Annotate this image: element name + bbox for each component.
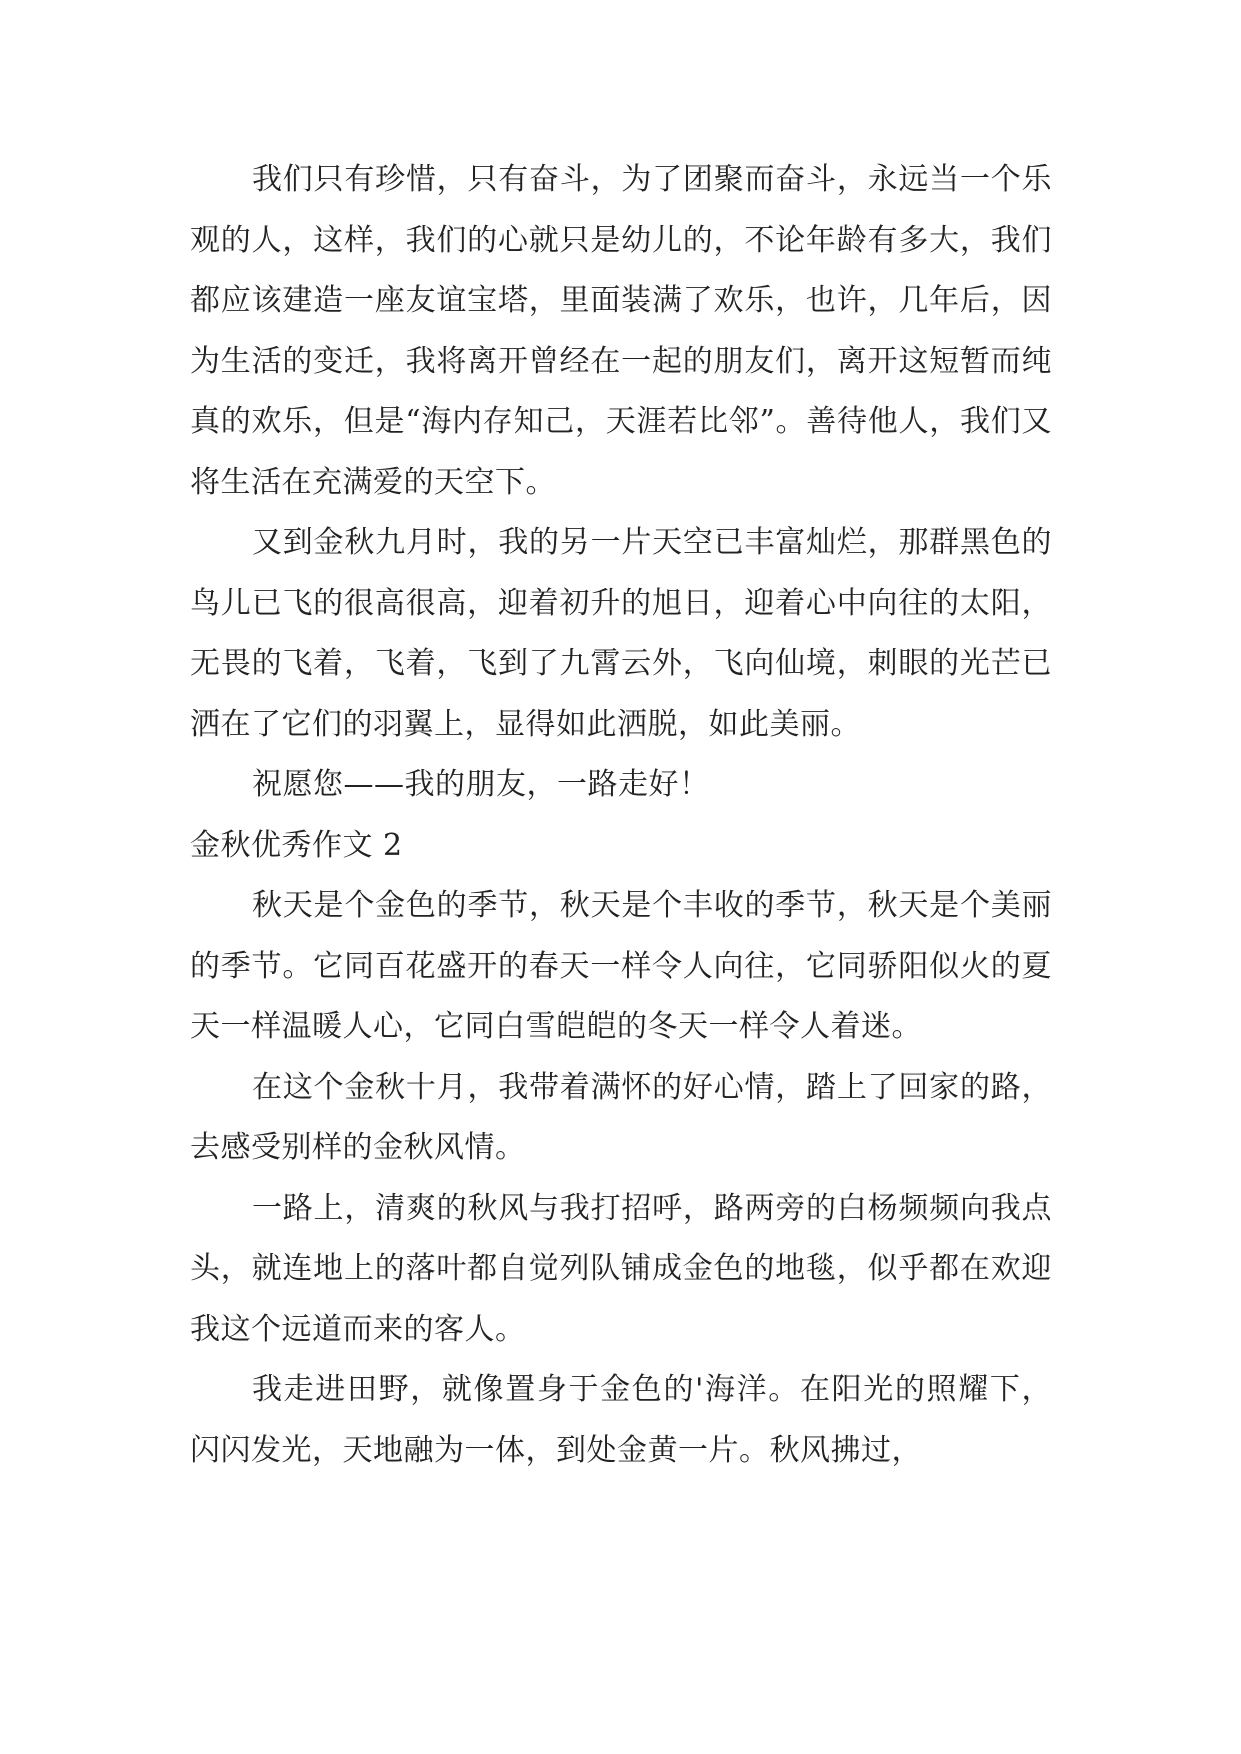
paragraph-cherish-friendship: 我们只有珍惜，只有奋斗，为了团聚而奋斗，永远当一个乐观的人，这样，我们的心就只是幼儿的，不论年龄有多大，我们都应该建造一座友谊宝塔，里面装满了欢乐，也许，几年后，因为生活的变迁，我将离开曾经在一起的朋友们，离开这短暂而纯真的欢乐，但是“海内存知己，天涯若比邻”。善待他人，我们又将生活在充满爱的天空下。 (190, 162, 1052, 500)
paragraph-going-home: 在这个金秋十月，我带着满怀的好心情，踏上了回家的路，去感受别样的金秋风情。 (190, 1069, 1052, 1165)
paragraph-on-the-road: 一路上，清爽的秋风与我打招呼，路两旁的白杨频频向我点头，就连地上的落叶都自觉列队铺成金色的地毯，似乎都在欢迎我这个远道而来的客人。 (190, 1190, 1052, 1347)
section-title: 金秋优秀作文 2 (190, 827, 403, 863)
paragraph-autumn-season: 秋天是个金色的季节，秋天是个丰收的季节，秋天是个美丽的季节。它同百花盛开的春天一样令人向往，它同骄阳似火的夏天一样温暖人心，它同白雪皑皑的冬天一样令人着迷。 (190, 888, 1052, 1044)
document-body (190, 150, 1052, 1481)
paragraph-golden-fields: 我走进田野，就像置身于金色的'海洋。在阳光的照耀下，闪闪发光，天地融为一体，到处金黄一片。秋风拂过， (190, 1372, 1052, 1468)
paragraph-farewell-wish: 祝愿您——我的朋友，一路走好！ (252, 767, 710, 802)
paragraph-golden-september: 又到金秋九月时，我的另一片天空已丰富灿烂，那群黑色的鸟儿已飞的很高很高，迎着初升的旭日，迎着心中向往的太阳，无畏的飞着，飞着，飞到了九霄云外，飞向仙境，刺眼的光芒已洒在了它们的羽翼上，显得如此洒脱，如此美丽。 (190, 525, 1052, 742)
